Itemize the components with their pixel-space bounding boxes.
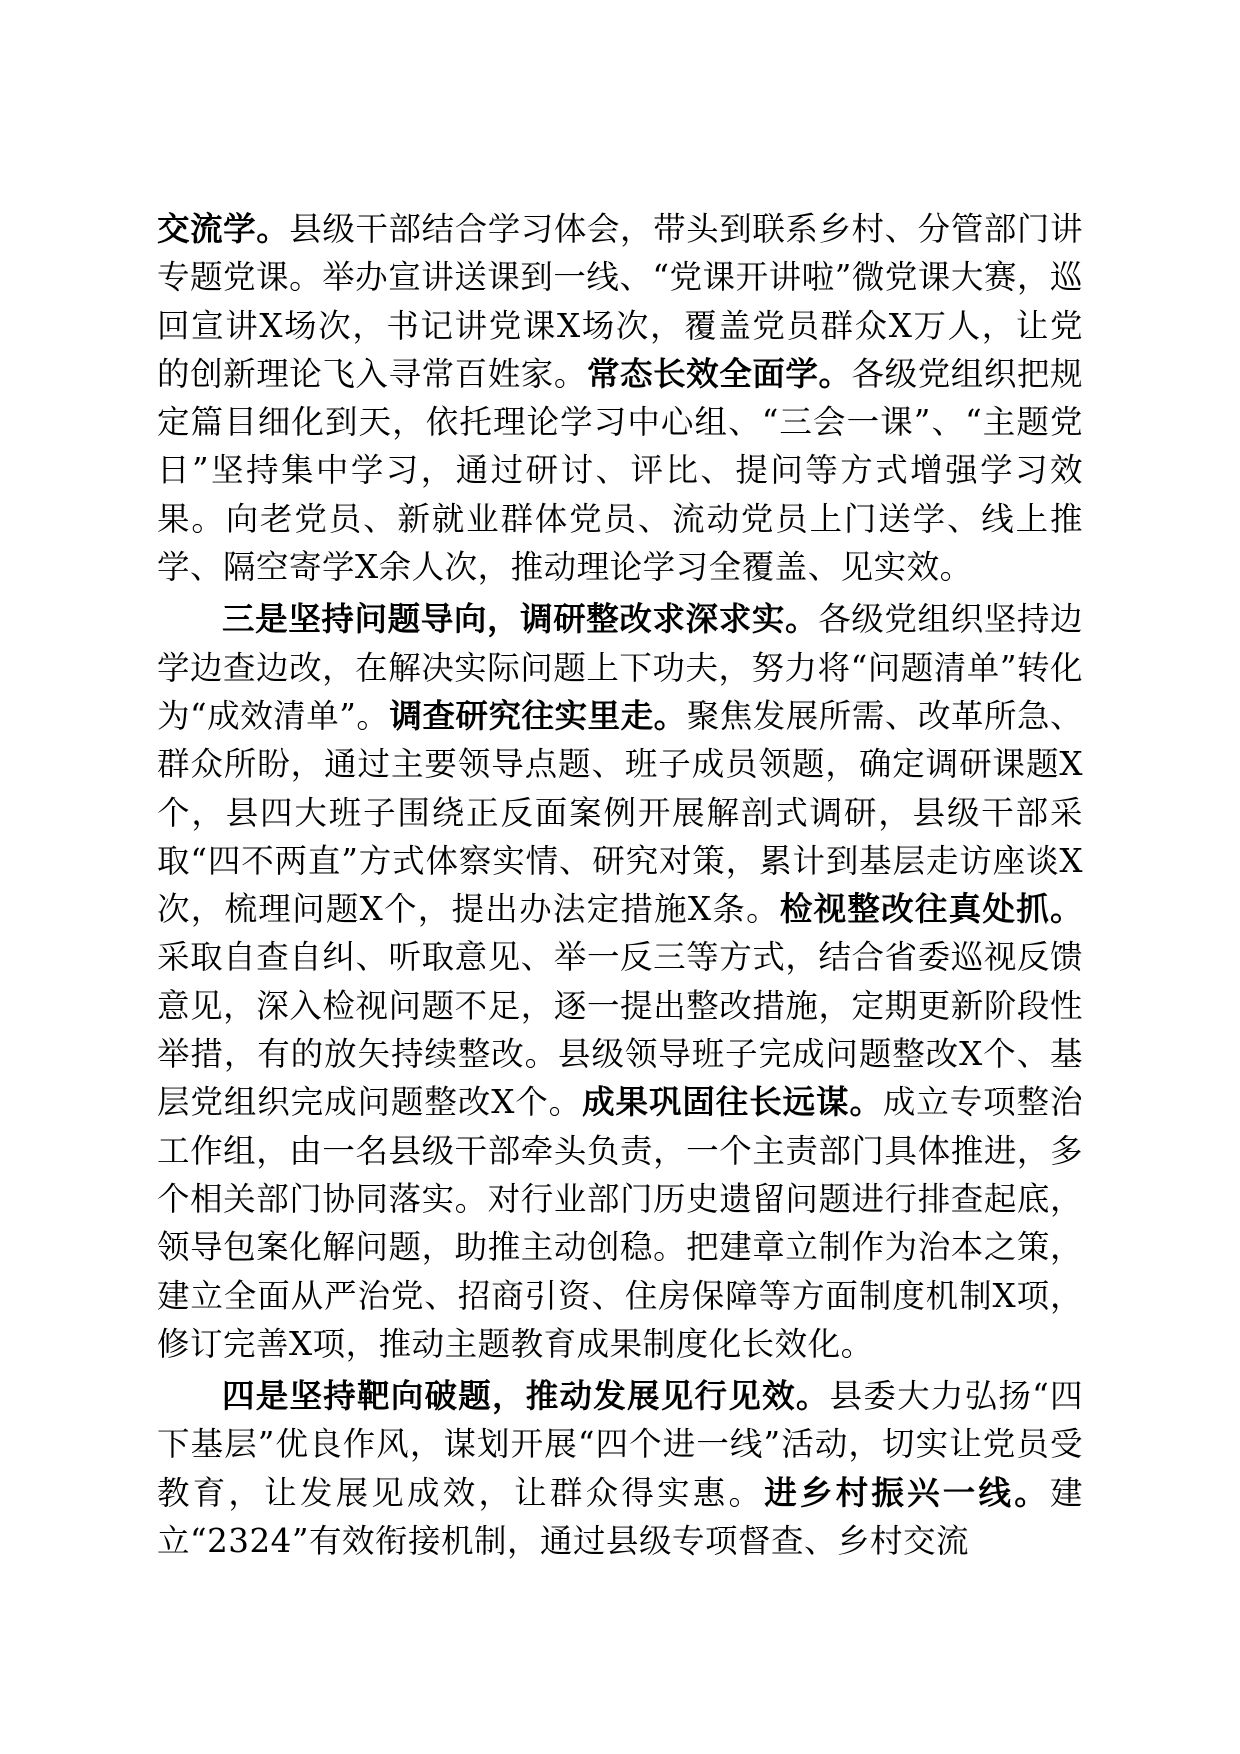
body-text: 各级党组织坚持边学边查边改，在解决实际问题上下功夫，努力将“问题清单”转化为“成效清单”。: [157, 600, 1083, 735]
body-text: 县级干部结合学习体会，带头到联系乡村、分管部门讲专题党课。举办宣讲送课到一线、“党课开讲啦”微党课大赛，巡回宣讲X场次，书记讲党课X场次，覆盖党员群众X万人，让党的创新理论飞入寻常百姓家。: [157, 210, 1083, 393]
bold-heading: 进乡村振兴一线。: [764, 1472, 1050, 1512]
bold-heading: 调查研究往实里走。: [389, 695, 687, 735]
body-text: 采取自查自纠、听取意见、举一反三等方式，结合省委巡视反馈意见，深入检视问题不足，逐一提出整改措施，定期更新阶段性举措，有的放矢持续整改。县级领导班子完成问题整改X个、基层党组织完成问题整改X个。: [157, 938, 1083, 1122]
paragraph-study: [157, 205, 1083, 591]
bold-heading: 成果巩固往长远谋。: [582, 1082, 883, 1122]
paragraph-targeted: [157, 1372, 1083, 1565]
bold-heading: 交流学。: [157, 209, 290, 248]
document-body: [157, 205, 1083, 1565]
body-text: 建立“2324”有效衔接机制，通过县级专项督查、乡村交流: [157, 1473, 1083, 1561]
section-heading: 四是坚持靶向破题，推动发展见行见效。: [222, 1376, 830, 1416]
body-text: 成立专项整治工作组，由一名县级干部牵头负责，一个主责部门具体推进，多个相关部门协同落实。对行业部门历史遗留问题进行排查起底，领导包案化解问题，助推主动创稳。把建章立制作为治本之策，建立全面从严治党、招商引资、住房保障等方面制度机制X项，修订完善X项，推动主题教育成果制度化长效化。: [157, 1083, 1083, 1363]
bold-heading: 检视整改往真处抓。: [779, 889, 1083, 929]
body-text: 县委大力弘扬“四下基层”优良作风，谋划开展“四个进一线”活动，切实让党员受教育，让发展见成效，让群众得实惠。: [157, 1377, 1083, 1512]
bold-heading: 常态长效全面学。: [586, 353, 852, 393]
body-text: 聚焦发展所需、改革所急、群众所盼，通过主要领导点题、班子成员领题，确定调研课题X个，县四大班子围绕正反面案例开展解剖式调研，县级干部采取“四不两直”方式体察实情、研究对策，累计到基层走访座谈X次，梳理问题X个，提出办法定措施X条。: [157, 696, 1083, 929]
body-text: 各级党组织把规定篇目细化到天，依托理论学习中心组、“三会一课”、“主题党日”坚持集中学习，通过研讨、评比、提问等方式增强学习效果。向老党员、新就业群体党员、流动党员上门送学、线上推学、隔空寄学X余人次，推动理论学习全覆盖、见实效。: [157, 354, 1083, 587]
paragraph-problem-oriented: [157, 595, 1083, 1368]
section-heading: 三是坚持问题导向，调研整改求深求实。: [222, 599, 819, 639]
